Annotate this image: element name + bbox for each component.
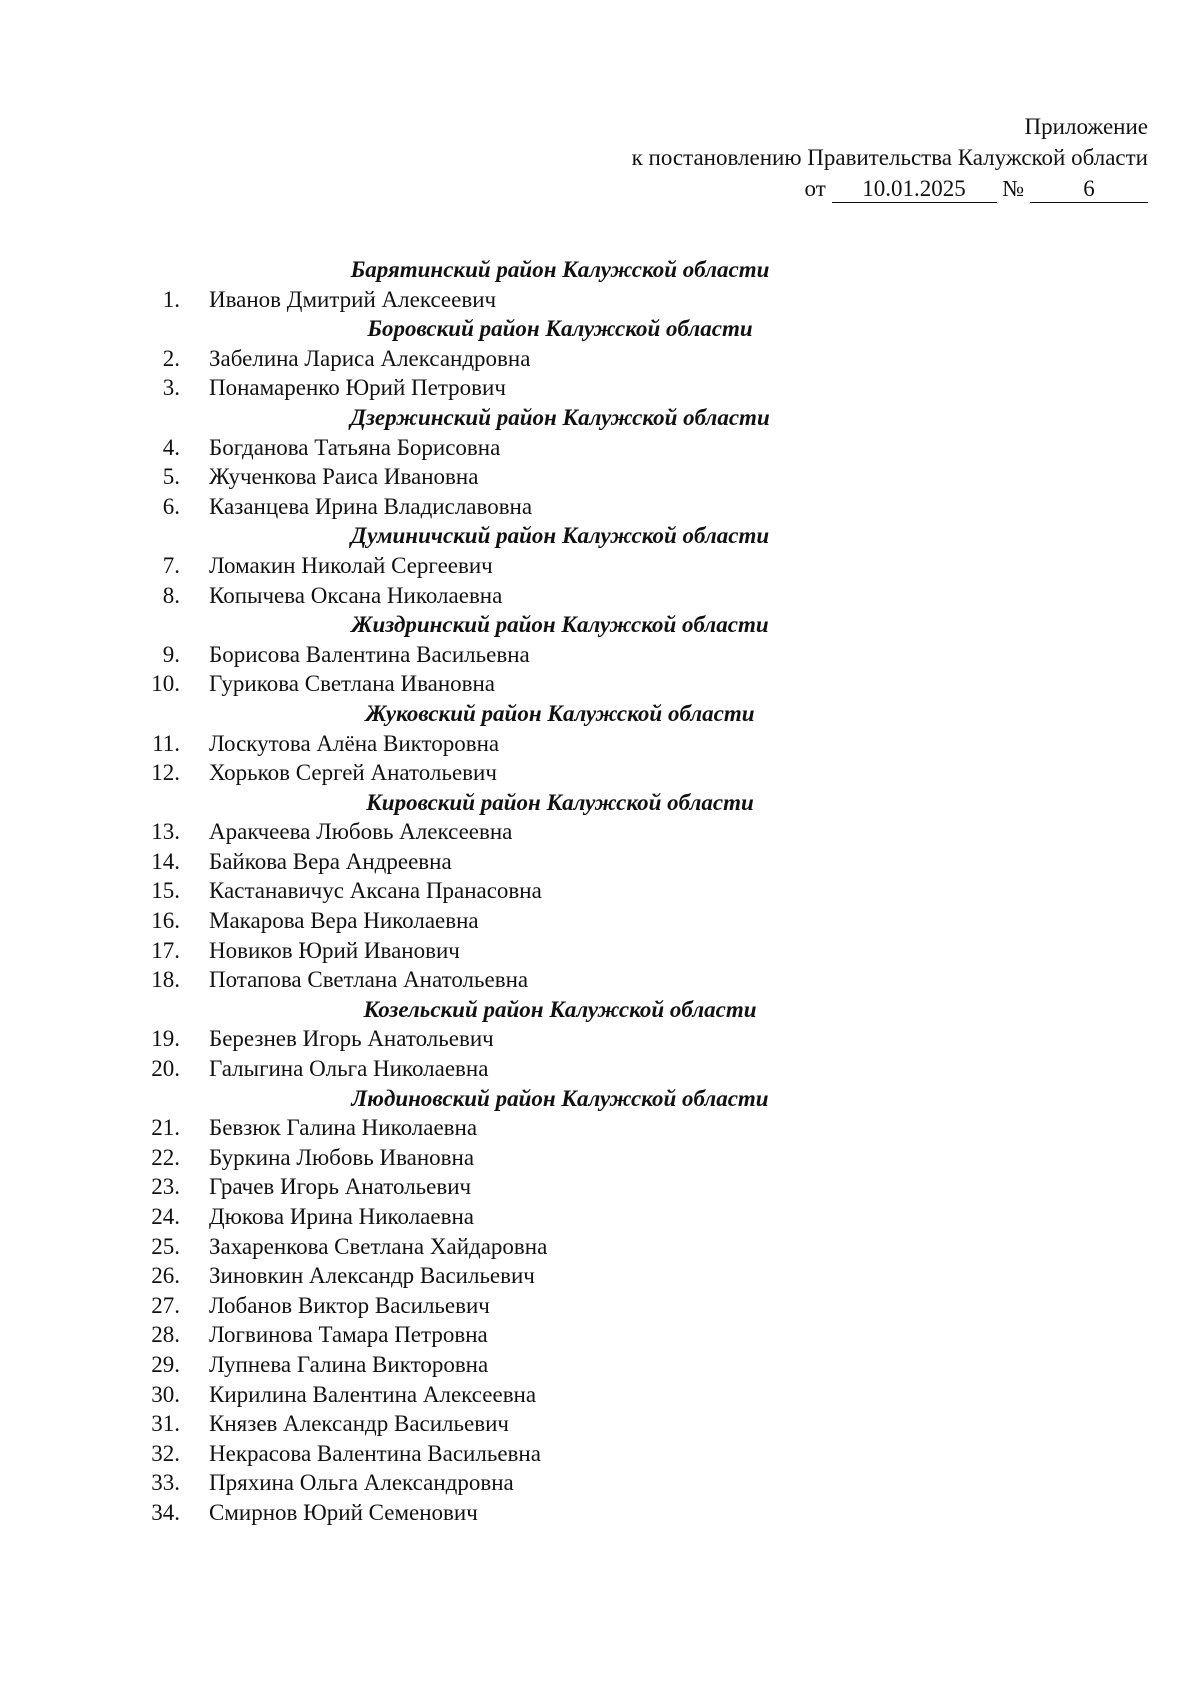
- person-name: Лобанов Виктор Васильевич: [209, 1292, 490, 1318]
- person-name: Некрасова Валентина Васильевна: [209, 1440, 541, 1466]
- from-label: от: [804, 176, 826, 201]
- number-label: №: [1002, 176, 1025, 201]
- list-item: [140, 581, 1140, 611]
- list-item: [140, 1113, 1140, 1143]
- district-heading: Барятинский район Калужской области: [350, 257, 770, 282]
- district-heading: Кировский район Калужской области: [366, 789, 754, 815]
- item-number: 24.: [151, 1204, 180, 1229]
- person-name: Логвинова Тамара Петровна: [209, 1322, 488, 1348]
- list-item: [140, 285, 1140, 315]
- district-heading: Жуковский район Калужской области: [365, 700, 755, 726]
- awardees-list: [140, 255, 1140, 1528]
- person-name: Борисова Валентина Васильевна: [209, 641, 530, 667]
- list-item: [140, 1439, 1140, 1469]
- list-item: [140, 373, 1140, 403]
- item-number: 27.: [151, 1292, 180, 1318]
- person-name: Копычева Оксана Николаевна: [209, 582, 503, 608]
- item-number: 13.: [151, 819, 180, 845]
- district-heading: Дзержинский район Калужской области: [350, 404, 770, 430]
- list-item: [140, 817, 1140, 847]
- list-item: [140, 462, 1140, 492]
- item-number: 34.: [151, 1499, 180, 1525]
- list-item: [140, 1261, 1140, 1291]
- item-number: 7.: [162, 552, 180, 578]
- list-item: [140, 758, 1140, 788]
- item-number: 6.: [162, 493, 180, 519]
- person-name: Макарова Вера Николаевна: [209, 908, 479, 934]
- decree-number: 6: [1030, 176, 1148, 203]
- list-item: [140, 669, 1140, 699]
- item-number: 10.: [151, 671, 180, 697]
- appendix-title: Приложение: [1024, 114, 1148, 139]
- person-name: Понамаренко Юрий Петрович: [209, 375, 506, 401]
- person-name: Князев Александр Васильевич: [209, 1411, 509, 1437]
- item-number: 26.: [151, 1263, 180, 1289]
- person-name: Зиновкин Александр Васильевич: [209, 1263, 535, 1289]
- person-name: Байкова Вера Андреевна: [209, 848, 452, 874]
- person-name: Кастанавичус Аксана Пранасовна: [209, 878, 542, 904]
- person-name: Кирилина Валентина Алексеевна: [209, 1381, 537, 1407]
- list-item: [140, 492, 1140, 522]
- list-item: [140, 1498, 1140, 1528]
- person-name: Березнев Игорь Анатольевич: [209, 1026, 494, 1052]
- person-name: Жученкова Раиса Ивановна: [209, 464, 479, 490]
- list-item: [140, 936, 1140, 966]
- person-name: Богданова Татьяна Борисовна: [209, 434, 501, 460]
- list-item: [140, 433, 1140, 463]
- appendix-header: [632, 111, 1148, 204]
- item-number: 5.: [162, 464, 180, 490]
- person-name: Грачев Игорь Анатольевич: [209, 1174, 472, 1200]
- item-number: 8.: [162, 582, 180, 608]
- person-name: Хорьков Сергей Анатольевич: [209, 760, 497, 786]
- list-item: [140, 344, 1140, 374]
- list-item: [140, 1202, 1140, 1232]
- item-number: 11.: [152, 730, 180, 756]
- list-item: [140, 1054, 1140, 1084]
- list-item: [140, 1409, 1140, 1439]
- list-item: [140, 1143, 1140, 1173]
- list-item: [140, 1380, 1140, 1410]
- decree-reference: [632, 173, 1148, 204]
- list-item: [140, 1232, 1140, 1262]
- item-number: 23.: [151, 1174, 180, 1200]
- item-number: 14.: [151, 848, 180, 874]
- list-item: [140, 1024, 1140, 1054]
- list-item: [140, 876, 1140, 906]
- person-name: Дюкова Ирина Николаевна: [209, 1204, 474, 1229]
- list-item: [140, 1468, 1140, 1498]
- item-number: 20.: [151, 1056, 180, 1082]
- item-number: 3.: [162, 375, 180, 401]
- decree-date: 10.01.2025: [832, 176, 997, 203]
- item-number: 21.: [151, 1115, 180, 1141]
- list-item: [140, 1172, 1140, 1202]
- item-number: 32.: [151, 1440, 180, 1466]
- person-name: Аракчеева Любовь Алексеевна: [209, 819, 513, 845]
- person-name: Потапова Светлана Анатольевна: [209, 967, 529, 993]
- district-heading: Жиздринский район Калужской области: [351, 612, 769, 638]
- person-name: Иванов Дмитрий Алексеевич: [209, 286, 497, 312]
- list-item: [140, 1320, 1140, 1350]
- person-name: Ломакин Николай Сергеевич: [209, 552, 493, 578]
- list-item: [140, 965, 1140, 995]
- item-number: 33.: [151, 1470, 180, 1496]
- list-item: [140, 1291, 1140, 1321]
- item-number: 25.: [151, 1233, 180, 1259]
- person-name: Лупнева Галина Викторовна: [209, 1351, 489, 1377]
- person-name: Гурикова Светлана Ивановна: [209, 671, 496, 697]
- district-heading: Думиничский район Калужской области: [350, 523, 770, 549]
- district-heading: Боровский район Калужской области: [367, 316, 753, 342]
- person-name: Смирнов Юрий Семенович: [209, 1499, 478, 1525]
- item-number: 29.: [151, 1351, 180, 1377]
- list-item: [140, 640, 1140, 670]
- person-name: Казанцева Ирина Владиславовна: [209, 493, 533, 519]
- appendix-subtitle: к постановлению Правительства Калужской области: [631, 145, 1148, 170]
- list-item: [140, 729, 1140, 759]
- item-number: 4.: [162, 434, 180, 460]
- list-item: [140, 1350, 1140, 1380]
- list-item: [140, 906, 1140, 936]
- person-name: Пряхина Ольга Александровна: [209, 1470, 514, 1496]
- person-name: Буркина Любовь Ивановна: [209, 1144, 475, 1170]
- person-name: Лоскутова Алёна Викторовна: [209, 730, 500, 756]
- person-name: Захаренкова Светлана Хайдаровна: [209, 1233, 548, 1259]
- item-number: 31.: [151, 1411, 180, 1437]
- item-number: 17.: [151, 937, 180, 963]
- person-name: Бевзюк Галина Николаевна: [209, 1115, 478, 1141]
- item-number: 28.: [151, 1322, 180, 1348]
- person-name: Новиков Юрий Иванович: [209, 937, 460, 963]
- item-number: 2.: [162, 345, 180, 371]
- item-number: 9.: [162, 641, 180, 667]
- item-number: 30.: [151, 1381, 180, 1407]
- person-name: Забелина Лариса Александровна: [209, 345, 531, 371]
- person-name: Галыгина Ольга Николаевна: [209, 1056, 489, 1082]
- item-number: 22.: [151, 1144, 180, 1170]
- item-number: 1.: [162, 286, 180, 312]
- list-item: [140, 847, 1140, 877]
- item-number: 18.: [151, 967, 180, 993]
- item-number: 16.: [151, 908, 180, 934]
- item-number: 15.: [151, 878, 180, 904]
- item-number: 19.: [151, 1026, 180, 1052]
- item-number: 12.: [151, 760, 180, 786]
- list-item: [140, 551, 1140, 581]
- district-heading: Людиновский район Калужской области: [351, 1085, 769, 1111]
- district-heading: Козельский район Калужской области: [363, 996, 757, 1022]
